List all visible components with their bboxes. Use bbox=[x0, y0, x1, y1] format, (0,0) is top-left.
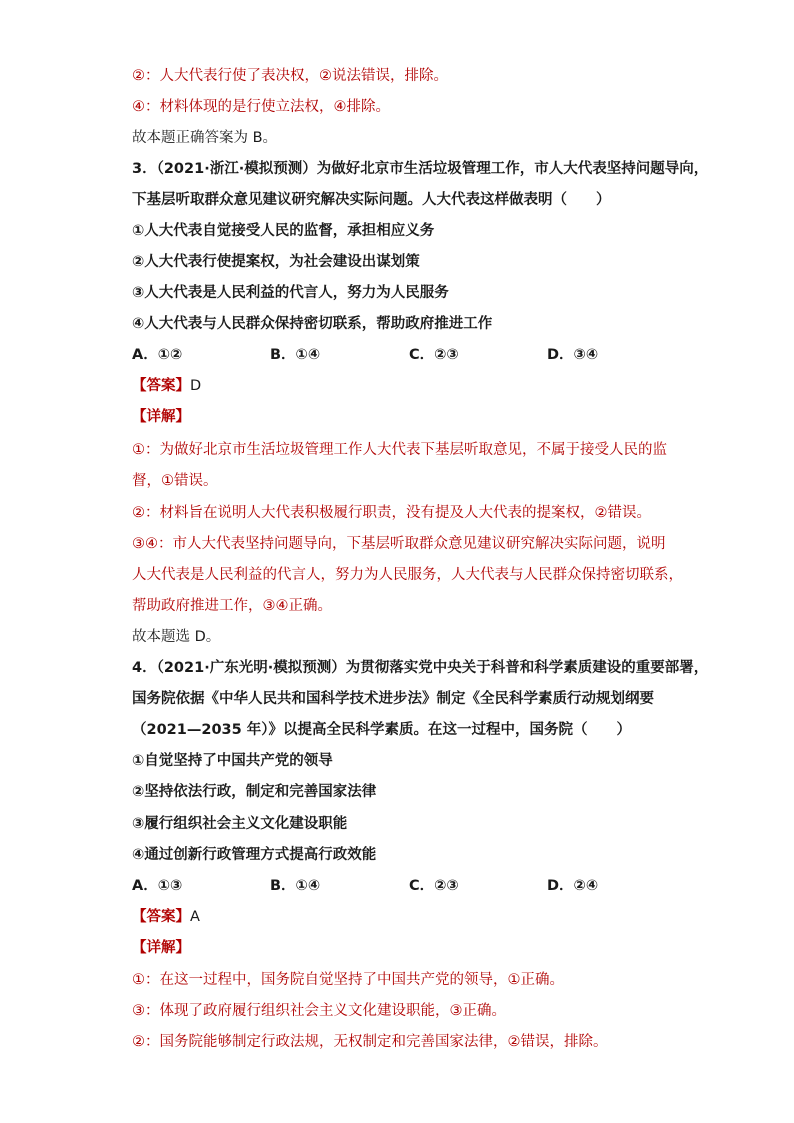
answer-tag: 【答案】 bbox=[132, 909, 190, 925]
statement-item: ③履行组织社会主义文化建设职能 bbox=[132, 816, 348, 832]
option-c: C．②③ bbox=[409, 347, 459, 363]
option-d: D．②④ bbox=[547, 878, 599, 894]
explanation-line: ②：材料旨在说明人大代表积极履行职责，没有提及人大代表的提案权，②错误。 bbox=[132, 505, 651, 521]
answer-line bbox=[132, 907, 200, 927]
explanation-line: ③④：市人大代表坚持问题导向，下基层听取群众意见建议研究解决实际问题，说明 bbox=[132, 536, 666, 552]
answer-value: D bbox=[190, 378, 202, 394]
statement-item: ③人大代表是人民利益的代言人，努力为人民服务 bbox=[132, 285, 449, 301]
option-b: B．①④ bbox=[270, 347, 321, 363]
answer-tag: 【答案】 bbox=[132, 378, 190, 394]
statement-item: ④人大代表与人民群众保持密切联系，帮助政府推进工作 bbox=[132, 316, 493, 332]
question-stem: 下基层听取群众意见建议研究解决实际问题。人大代表这样做表明（ ） bbox=[132, 192, 611, 208]
answer-line bbox=[132, 376, 201, 396]
question-stem: 3．（2021·浙江·模拟预测）为做好北京市生活垃圾管理工作，市人大代表坚持问题导向， bbox=[132, 161, 709, 177]
statement-item: ②坚持依法行政，制定和完善国家法律 bbox=[132, 784, 377, 800]
option-d: D．③④ bbox=[547, 347, 599, 363]
explanation-line: 督，①错误。 bbox=[132, 473, 218, 489]
option-c: C．②③ bbox=[409, 878, 459, 894]
conclusion-text: 故本题正确答案为 B。 bbox=[132, 130, 278, 146]
option-b: B．①④ bbox=[270, 878, 321, 894]
question-stem: 国务院依据《中华人民共和国科学技术进步法》制定《全民科学素质行动规划纲要 bbox=[132, 691, 654, 707]
question-stem: 4．（2021·广东光明·模拟预测）为贯彻落实党中央关于科普和科学素质建设的重要部署， bbox=[132, 660, 709, 676]
explanation-line: 人大代表是人民利益的代言人，努力为人民服务，人大代表与人民群众保持密切联系， bbox=[132, 567, 683, 583]
question-stem: （2021—2035 年）》以提高全民科学素质。在这一过程中，国务院（ ） bbox=[132, 722, 632, 738]
explanation-line: 帮助政府推进工作，③④正确。 bbox=[132, 598, 332, 614]
conclusion-text: 故本题选 D。 bbox=[132, 629, 221, 645]
answer-value: A bbox=[190, 909, 200, 925]
explanation-line: ④：材料体现的是行使立法权，④排除。 bbox=[132, 99, 390, 115]
detail-tag: 【详解】 bbox=[132, 940, 190, 956]
option-a: A．①② bbox=[132, 347, 183, 363]
detail-tag: 【详解】 bbox=[132, 409, 190, 425]
explanation-line: ③：体现了政府履行组织社会主义文化建设职能，③正确。 bbox=[132, 1003, 506, 1019]
statement-item: ④通过创新行政管理方式提高行政效能 bbox=[132, 847, 377, 863]
explanation-line: ②：人大代表行使了表决权，②说法错误，排除。 bbox=[132, 68, 448, 84]
statement-item: ②人大代表行使提案权，为社会建设出谋划策 bbox=[132, 254, 420, 270]
explanation-line: ②：国务院能够制定行政法规，无权制定和完善国家法律，②错误，排除。 bbox=[132, 1034, 608, 1050]
option-a: A．①③ bbox=[132, 878, 183, 894]
statement-item: ①自觉坚持了中国共产党的领导 bbox=[132, 753, 333, 769]
explanation-line: ①：为做好北京市生活垃圾管理工作人大代表下基层听取意见，不属于接受人民的监 bbox=[132, 442, 667, 458]
statement-item: ①人大代表自觉接受人民的监督，承担相应义务 bbox=[132, 223, 435, 239]
explanation-line: ①：在这一过程中，国务院自觉坚持了中国共产党的领导，①正确。 bbox=[132, 972, 564, 988]
